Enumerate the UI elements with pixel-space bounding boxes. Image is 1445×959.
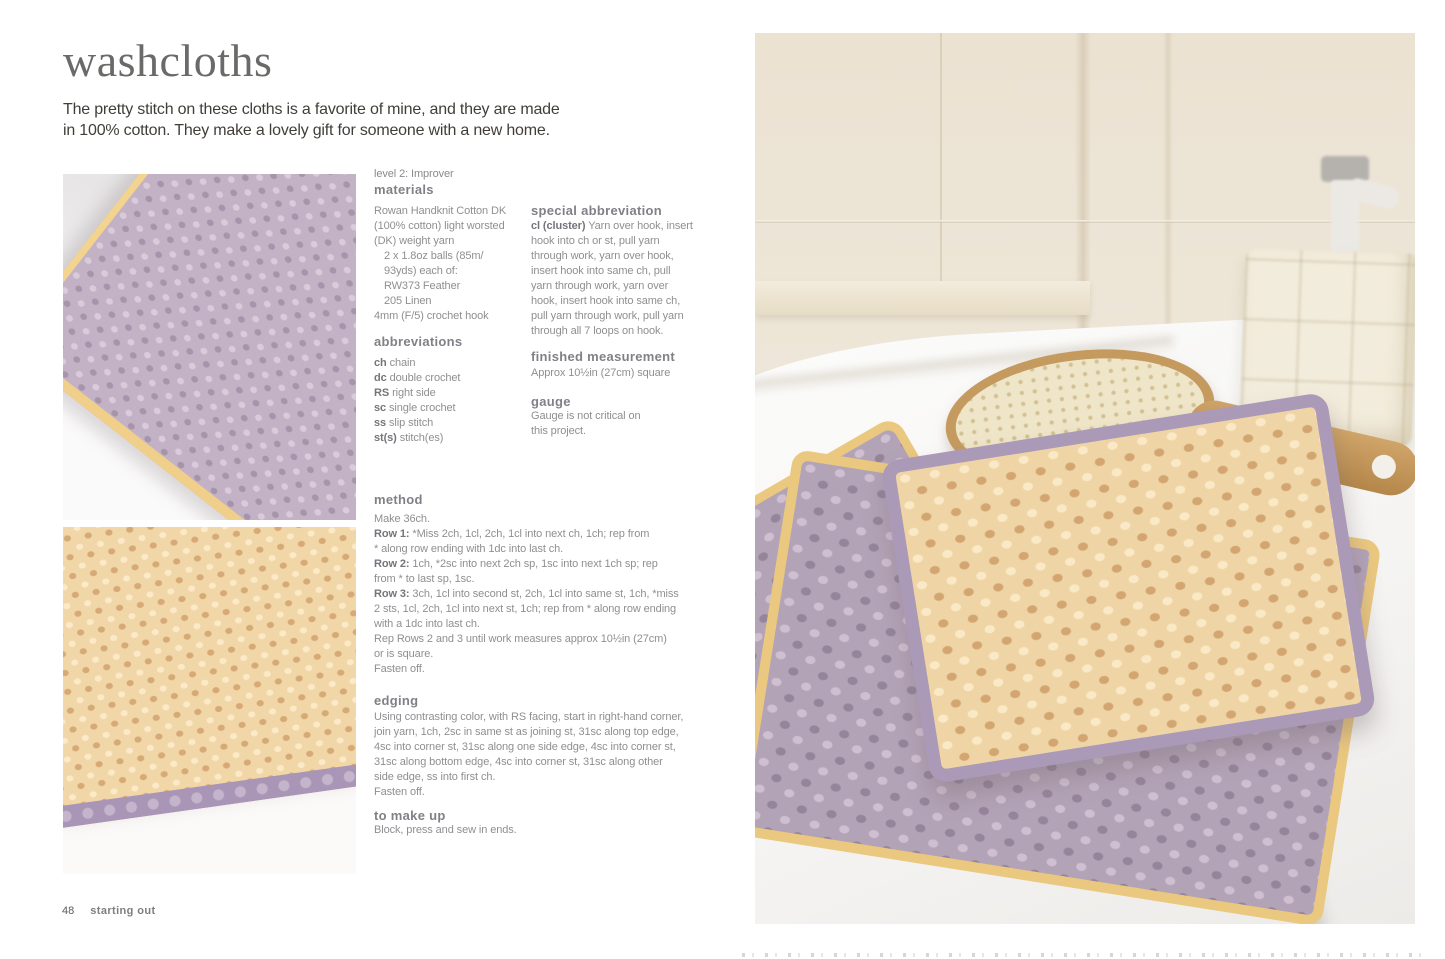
soap-pump-cap <box>1321 156 1369 182</box>
materials-column <box>374 167 528 446</box>
method-heading: method <box>374 492 423 507</box>
materials-hook: 4mm (F/5) crochet hook <box>374 310 489 322</box>
method-row-2: Row 2: 1ch, *2sc into next 2ch sp, 1sc into next 1ch sp; rep from * to last sp, 1sc. <box>374 558 658 585</box>
method-fasten: Fasten off. <box>374 663 425 675</box>
abbreviation-item: sc single crochet <box>374 402 456 414</box>
edging-fasten: Fasten off. <box>374 786 425 798</box>
yellow-washcloth-scene <box>880 392 1376 785</box>
level-badge: level 2: Improver <box>374 168 454 180</box>
method-column <box>374 492 724 838</box>
method-row-1: Row 1: *Miss 2ch, 1cl, 2ch, 1cl into next ch, 1ch; rep from * along row ending with 1dc into last ch. <box>374 528 650 555</box>
abbreviation-item: RS right side <box>374 387 436 399</box>
intro-text: The pretty stitch on these cloths is a favorite of mine, and they are made in 100% cotton. They make a lovely gift for someone with a new home. <box>63 101 560 139</box>
to-make-up-text: Block, press and sew in ends. <box>374 824 517 836</box>
method-make: Make 36ch. <box>374 513 430 525</box>
bathroom-scene-photo <box>755 33 1415 924</box>
details-column <box>531 203 693 439</box>
finished-measurement-heading: finished measurement <box>531 349 675 364</box>
abbreviation-item: ss slip stitch <box>374 417 434 429</box>
cropped-text-sliver <box>742 953 1432 957</box>
materials-balls: 2 x 1.8oz balls (85m/ 93yds) each of: RW373 Feather 205 Linen <box>384 250 484 307</box>
method-row-3: Row 3: 3ch, 1cl into second st, 2ch, 1cl into same st, 1ch, *miss 2 sts, 1cl, 2ch, 1cl into next st, 1ch; rep from * along row ending with a 1dc into last ch. <box>374 588 679 630</box>
purple-washcloth <box>63 174 356 520</box>
purple-washcloth-photo <box>63 174 356 520</box>
section-label: starting out <box>90 905 156 917</box>
yellow-washcloth <box>63 527 356 810</box>
abbreviation-item: st(s) stitch(es) <box>374 432 444 444</box>
wall-ledge <box>755 281 1090 315</box>
special-abbreviation-heading: special abbreviation <box>531 203 662 218</box>
abbreviation-item: dc double crochet <box>374 372 461 384</box>
materials-heading: materials <box>374 182 434 197</box>
wall-seam-line <box>755 220 1415 223</box>
purple-edging-trim <box>63 753 356 831</box>
materials-yarn: Rowan Handknit Cotton DK (100% cotton) light worsted (DK) weight yarn <box>374 205 507 247</box>
yellow-washcloth-photo <box>63 527 356 874</box>
hairbrush-handle-hole <box>1369 452 1398 481</box>
wall-panel-line <box>940 33 942 288</box>
page-number: 48 <box>62 905 75 917</box>
gauge-text: Gauge is not critical on this project. <box>531 410 641 437</box>
edging-heading: edging <box>374 693 419 708</box>
abbreviations-heading: abbreviations <box>374 334 463 349</box>
edging-text: Using contrasting color, with RS facing, start in right-hand corner, join yarn, 1ch, 2sc in same st as joining st, 31sc along top edge, 4sc into corner st, 31sc along one side edge, 4sc into corner st, 31sc along bottom edge, 4sc into corner st, 31sc along other side edge, ss into first ch. <box>374 711 684 783</box>
page-title: washcloths <box>63 35 273 86</box>
abbreviation-item: ch chain <box>374 357 416 369</box>
page-footer <box>62 905 156 917</box>
method-repeat: Rep Rows 2 and 3 until work measures approx 10½in (27cm) or is square. <box>374 633 667 660</box>
special-abbreviation-text: cl (cluster) Yarn over hook, insert hook into ch or st, pull yarn through work, yarn over hook, insert hook into same ch, pull yarn through work, yarn over hook, insert hook into same ch, pull yarn through work, pull yarn through all 7 loops on hook. <box>531 220 693 337</box>
gauge-heading: gauge <box>531 394 571 409</box>
finished-measurement-text: Approx 10½in (27cm) square <box>531 367 671 379</box>
to-make-up-heading: to make up <box>374 808 446 823</box>
